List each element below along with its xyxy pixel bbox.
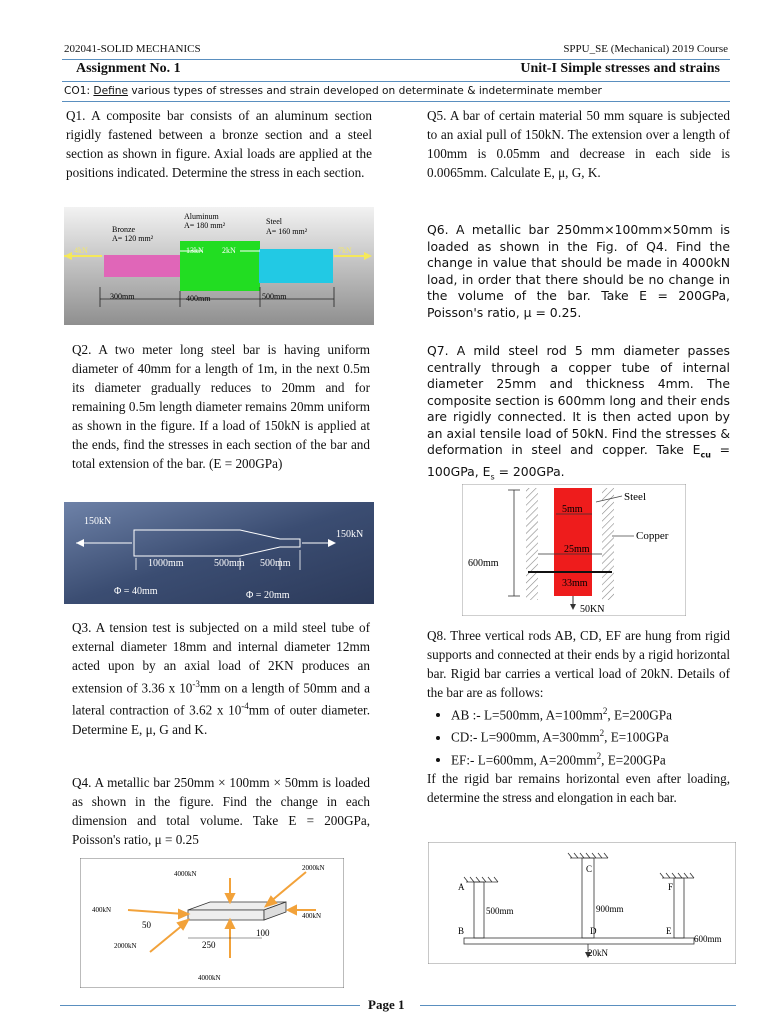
- load-left-label: 4kN: [74, 246, 88, 255]
- unit-title: Unit-I Simple stresses and strains: [520, 61, 720, 76]
- diameter-40-label: Φ = 40mm: [114, 586, 158, 597]
- question-3: [72, 618, 370, 739]
- question-1: Q1. A composite bar consists of an aluminum section rigidly fastened between a bronze section and a steel section as shown in figure. Axial loads are applied at the positions indicated. Determine the stress in each section.: [66, 108, 372, 180]
- question-6: Q6. A metallic bar 250mm×100mm×50mm is loaded as shown in the Fig. of Q4. Find the change in value that should be made in 4000kN load, in order that there should be no change in the volume of the bar. Take E = 200GPa, Poisson's ratio, μ = 0.25.: [427, 222, 730, 320]
- point-d-label: D: [590, 926, 597, 936]
- header-rule-mid: [62, 81, 730, 82]
- q3-exponent-1: -3: [192, 679, 200, 689]
- copper-label: Copper: [636, 530, 669, 542]
- figure-q1-composite-bar: [64, 207, 374, 325]
- steel-diameter-label: 5mm: [562, 504, 583, 515]
- q8-bar-details: [427, 702, 730, 769]
- bronze-section: [104, 255, 182, 277]
- bronze-label: Bronze: [112, 225, 136, 234]
- q3-exponent-2: -4: [241, 701, 249, 712]
- length-500-label: 500mm: [262, 292, 287, 301]
- q7-text-a: Q7. A mild steel rod 5 mm diameter passes centrally through a copper tube of internal diameter 25mm and thickness 4mm. The composite section is 600mm long and their ends are rigidly connected. It is then acted upon by an axial tensile load of 50kN. Find the stresses & deformation in steel and copper. Take E: [427, 343, 730, 457]
- assignment-title: Assignment No. 1: [76, 61, 181, 76]
- q7-text-c: = 200GPa.: [494, 463, 565, 479]
- point-e-label: E: [666, 926, 672, 936]
- question-4: Q4. A metallic bar 250mm × 100mm × 50mm is loaded as shown in the figure. Find the change in each dimension and total volume. Take E = 200GPa, Poisson's ratio, μ = 0.25: [72, 775, 370, 847]
- co-prefix: CO1:: [64, 85, 91, 97]
- figure-q7-composite-section: [462, 484, 686, 616]
- aluminum-label: Aluminum: [184, 212, 219, 221]
- list-item: • CD:- L=900mm, $A=300mm^2$, E=100GPa: [451, 724, 730, 746]
- figure-q4-block: [80, 858, 344, 988]
- force-top-label: 4000kN: [174, 870, 197, 878]
- steel-label: Steel: [624, 491, 646, 503]
- force-top-right-label: 2000kN: [302, 864, 325, 872]
- q8-end-text: If the rigid bar remains horizontal even after loading, determine the stress and elongation in each bar.: [427, 771, 730, 806]
- length-500a-label: 500mm: [214, 558, 245, 569]
- load-label: 50KN: [580, 604, 605, 615]
- q7-text-b: = 100GPa, E: [427, 442, 730, 479]
- load-mid1-label: 13kN: [186, 246, 204, 255]
- q3-text-b: mm on a length of 50mm and a lateral contraction of 3.62 x 10: [72, 680, 370, 718]
- inner-diameter-label: 25mm: [564, 544, 590, 555]
- q7-subscript-cu: cu: [700, 450, 711, 460]
- footer-rule-right: [420, 1005, 736, 1006]
- figure-q2-stepped-bar: [64, 502, 374, 604]
- load-right-label: 150kN: [336, 529, 364, 540]
- point-b-label: B: [458, 926, 465, 936]
- course-objective: [64, 85, 602, 97]
- aluminum-area-label: A= 180 mm²: [184, 221, 226, 230]
- q8-text: Q8. Three vertical rods AB, CD, EF are hung from rigid supports and connected at their ends by a rigid horizontal bar. Rigid bar carries a vertical load of 20kN. Details of the bar are as follows:: [427, 628, 730, 700]
- load-right-label: 7kN: [338, 246, 352, 255]
- question-2: Q2. A two meter long steel bar is having uniform diameter of 40mm for a length of 1m, in the next 0.5m its diameter gradually reduces to 20mm and for remaining 0.5m length diameter remains 20mm uniform as shown in the figure. If a load of 150kN is applied at the ends, find the stresses in each section of the bar and total extension of the bar. (E = 200GPa): [72, 342, 370, 471]
- q3-text-a: Q3. A tension test is subjected on a mild steel tube of external diameter 18mm and internal diameter 12mm acted upon by an axial load of 2KN produces an extension of 3.36 x 10: [72, 620, 370, 696]
- force-left-label: 400kN: [92, 906, 112, 914]
- question-8: [427, 626, 730, 807]
- point-f-label: F: [668, 882, 674, 892]
- question-5: Q5. A bar of certain material 50 mm square is subjected to an axial pull of 150kN. The extension over a length of 100mm is 0.05mm and decrease in each side is 0.0065mm. Calculate E, μ, G, K.: [427, 108, 730, 180]
- diameter-20-label: Φ = 20mm: [246, 590, 290, 601]
- header-rule-bottom: [62, 101, 730, 102]
- length-500b-label: 500mm: [260, 558, 291, 569]
- co-text: various types of stresses and strain developed on determinate & indeterminate member: [128, 85, 602, 97]
- force-bottom-label: 4000kN: [198, 974, 221, 982]
- steel-label: Steel: [266, 217, 282, 226]
- q3-text-c: mm of outer diameter. Determine E, μ, G and K.: [72, 702, 371, 737]
- dimension-thickness-label: 50: [142, 920, 151, 930]
- course-program: SPPU_SE (Mechanical) 2019 Course: [563, 43, 728, 55]
- point-c-label: C: [586, 864, 593, 874]
- bronze-area-label: A= 120 mm²: [112, 234, 154, 243]
- length-1000-label: 1000mm: [148, 558, 184, 569]
- steel-area-label: A= 160 mm²: [266, 227, 308, 236]
- load-label: 20kN: [588, 948, 608, 958]
- length-cd-label: 900mm: [596, 904, 624, 914]
- dimension-length-label: 250: [202, 940, 216, 950]
- length-ef-label: 600mm: [694, 934, 722, 944]
- figure-q8-rigid-bar: [428, 842, 736, 964]
- length-ab-label: 500mm: [486, 906, 514, 916]
- point-a-label: A: [458, 882, 465, 892]
- force-bottom-left-label: 2000kN: [114, 942, 137, 950]
- force-right-label: 400kN: [302, 912, 322, 920]
- q7-subscript-s: s: [490, 472, 495, 482]
- load-left-label: 150kN: [84, 516, 112, 527]
- outer-diameter-label: 33mm: [562, 578, 588, 589]
- course-code: 202041-SOLID MECHANICS: [64, 43, 201, 55]
- length-300-label: 300mm: [110, 292, 135, 301]
- length-label: 600mm: [468, 558, 499, 569]
- dimension-width-label: 100: [256, 928, 270, 938]
- question-7: [427, 343, 730, 486]
- page-number: Page 1: [368, 997, 405, 1012]
- load-mid2-label: 2kN: [222, 246, 236, 255]
- header-rule-top: [62, 59, 730, 60]
- length-400-label: 400mm: [186, 294, 211, 303]
- steel-section: [259, 249, 333, 283]
- footer-rule-left: [60, 1005, 360, 1006]
- co-define: Define: [93, 85, 129, 97]
- list-item: • EF:- L=600mm, $A=200mm^2$, E=200GPa: [451, 747, 730, 769]
- list-item: • AB :- L=500mm, $A=100mm^2$, E=200GPa: [451, 702, 730, 724]
